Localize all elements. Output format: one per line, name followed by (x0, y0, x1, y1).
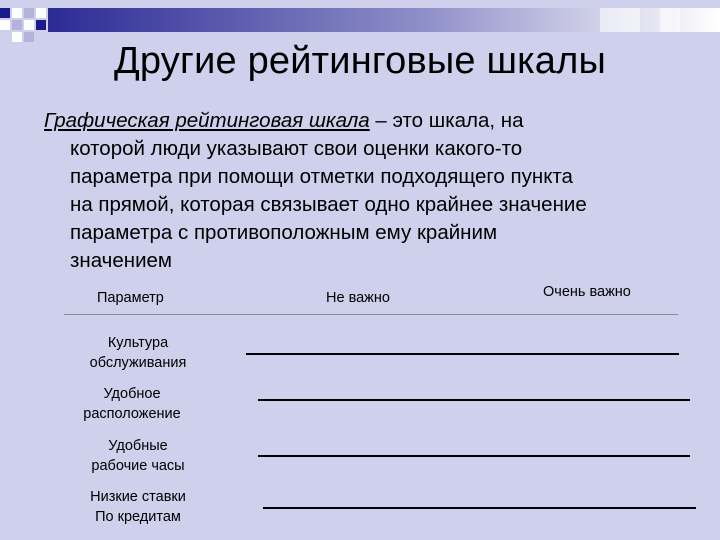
definition-line: на прямой, которая связывает одно крайнее значение (70, 193, 587, 216)
row-label-line: Удобные (108, 438, 168, 454)
row-label-line: Удобное (103, 386, 161, 402)
slide-title: Другие рейтинговые шкалы (113, 40, 607, 82)
rating-scale-line[interactable] (258, 399, 690, 401)
row-label-rates (68, 487, 208, 527)
rating-scale-line[interactable] (246, 353, 679, 355)
definition-line: параметра при помощи отметки подходящего пункта (70, 165, 573, 188)
definition-text: – это шкала, на (369, 109, 524, 132)
header-not-important: Не важно (326, 290, 390, 306)
header-divider (64, 314, 678, 315)
definition-line: которой люди указывают свои оценки какого-то (70, 137, 523, 160)
definition-paragraph (44, 107, 684, 275)
row-label-line: расположение (83, 406, 181, 422)
header-parameter: Параметр (97, 290, 164, 306)
row-label-line: Культура (107, 335, 169, 351)
row-label-line: обслуживания (89, 355, 187, 371)
row-label-line: рабочие часы (91, 458, 185, 474)
definition-term: Графическая рейтинговая шкала (44, 109, 370, 132)
row-label-location (62, 384, 202, 424)
rating-scale-line[interactable] (258, 455, 690, 457)
definition-line: параметра с противоположным ему крайним (70, 221, 498, 244)
row-label-line: По кредитам (95, 509, 181, 525)
rating-scale-line[interactable] (263, 507, 696, 509)
row-label-service (68, 333, 208, 373)
row-label-line: Низкие ставки (90, 489, 186, 505)
row-label-hours (68, 436, 208, 476)
header-very-important: Очень важно (543, 284, 631, 300)
definition-first-line (44, 107, 684, 135)
definition-line: значением (70, 249, 173, 272)
